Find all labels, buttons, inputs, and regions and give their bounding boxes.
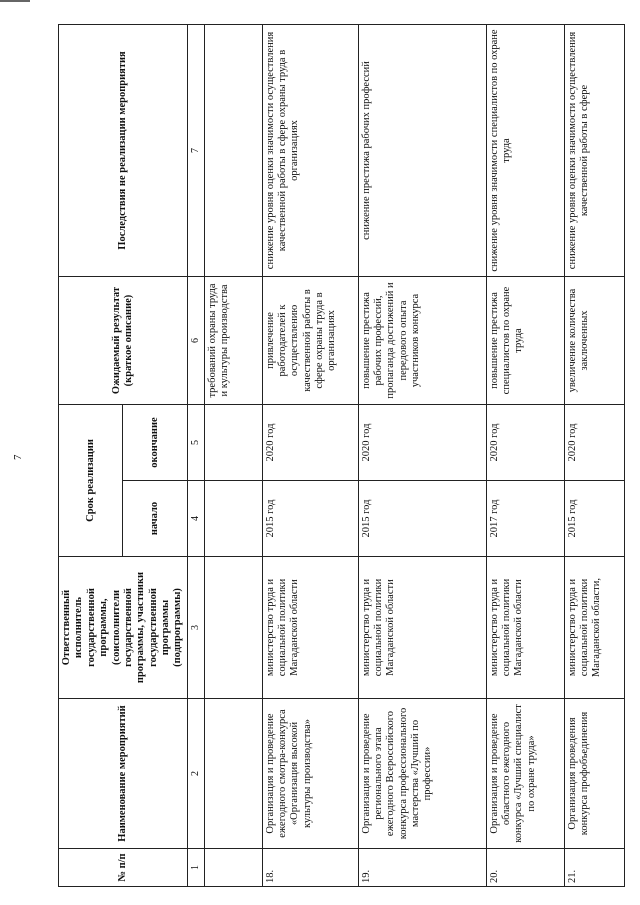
header-num: № п/п	[59, 849, 188, 887]
row-end: 2020 год	[486, 405, 564, 481]
column-index: 1	[187, 849, 204, 887]
row-num: 21.	[564, 849, 624, 887]
row-num: 20.	[486, 849, 564, 887]
column-index: 3	[187, 557, 204, 699]
column-index: 5	[187, 405, 204, 481]
row-consequences: снижение престижа рабочих профессий	[358, 25, 486, 277]
row-responsible: министерство труда и социальной политики Магаданской области	[358, 557, 486, 699]
row-end: 2020 год	[564, 405, 624, 481]
table-row	[262, 25, 358, 887]
row-name: Организация и проведение областного ежегодного конкурса «Лучший специалист по охране труда»	[486, 699, 564, 849]
header-result: Ожидаемый результат (краткое описание)	[59, 277, 188, 405]
header-start: начало	[123, 481, 187, 557]
row-result: повышение престижа специалистов по охране труда	[486, 277, 564, 405]
row-num: 18.	[262, 849, 358, 887]
row-result: привлечение работодателей к осуществлению качественной работы в сфере охраны труда в организациях	[262, 277, 358, 405]
continuation-cell	[204, 481, 262, 557]
header-end: окончание	[123, 405, 187, 481]
column-index: 7	[187, 25, 204, 277]
row-responsible: министерство труда и социальной политики Магаданской области	[262, 557, 358, 699]
row-end: 2020 год	[358, 405, 486, 481]
continuation-cell	[204, 25, 262, 277]
column-index: 4	[187, 481, 204, 557]
column-index: 6	[187, 277, 204, 405]
continuation-cell	[204, 405, 262, 481]
row-num: 19.	[358, 849, 486, 887]
table-row	[486, 25, 564, 887]
row-result: увеличение количества заключенных	[564, 277, 624, 405]
table-row	[358, 25, 486, 887]
header-responsible: Ответственный исполнитель государственной программы, (соисполнители государственной программы, участники государственной программы (подпрограммы)	[59, 557, 188, 699]
row-name: Организация и проведение ежегодного смотра-конкурса «Организация высокой культуры производства»	[262, 699, 358, 849]
row-end: 2020 год	[262, 405, 358, 481]
header-period: Срок реализации	[59, 405, 123, 557]
row-responsible: министерство труда и социальной политики Магаданской области,	[564, 557, 624, 699]
row-name: Организация проведения конкурса профобъединения	[564, 699, 624, 849]
row-consequences: снижение уровня оценки значимости осуществления качественной работы в сфере	[564, 25, 624, 277]
continuation-row	[204, 25, 262, 887]
row-start: 2015 год	[262, 481, 358, 557]
row-start: 2015 год	[564, 481, 624, 557]
row-responsible: министерство труда и социальной политики Магаданской области	[486, 557, 564, 699]
row-start: 2017 год	[486, 481, 564, 557]
continuation-cell	[204, 557, 262, 699]
column-index: 2	[187, 699, 204, 849]
page-number: 7	[12, 454, 24, 460]
continuation-result: требований охраны труда и культуры производства	[204, 277, 262, 405]
row-result: повышение престижа рабочих профессий, пропаганда достижений и передового опыта участников конкурса	[358, 277, 486, 405]
continuation-cell	[204, 699, 262, 849]
table-row	[564, 25, 624, 887]
row-consequences: снижение уровня оценки значимости осуществления качественной работы в сфере охраны труда в организациях	[262, 25, 358, 277]
measures-table	[58, 24, 625, 887]
header-row	[59, 25, 123, 887]
header-name: Наименование мероприятий	[59, 699, 188, 849]
continuation-cell	[204, 849, 262, 887]
header-consequences: Последствия не реализации мероприятия	[59, 25, 188, 277]
row-name: Организация и проведение регионального этапа ежегодного Всероссийского конкурса профессионального мастерства «Лучший по профессии»	[358, 699, 486, 849]
column-index-row	[187, 25, 204, 887]
row-start: 2015 год	[358, 481, 486, 557]
row-consequences: снижение уровня значимости специалистов по охране труда	[486, 25, 564, 277]
